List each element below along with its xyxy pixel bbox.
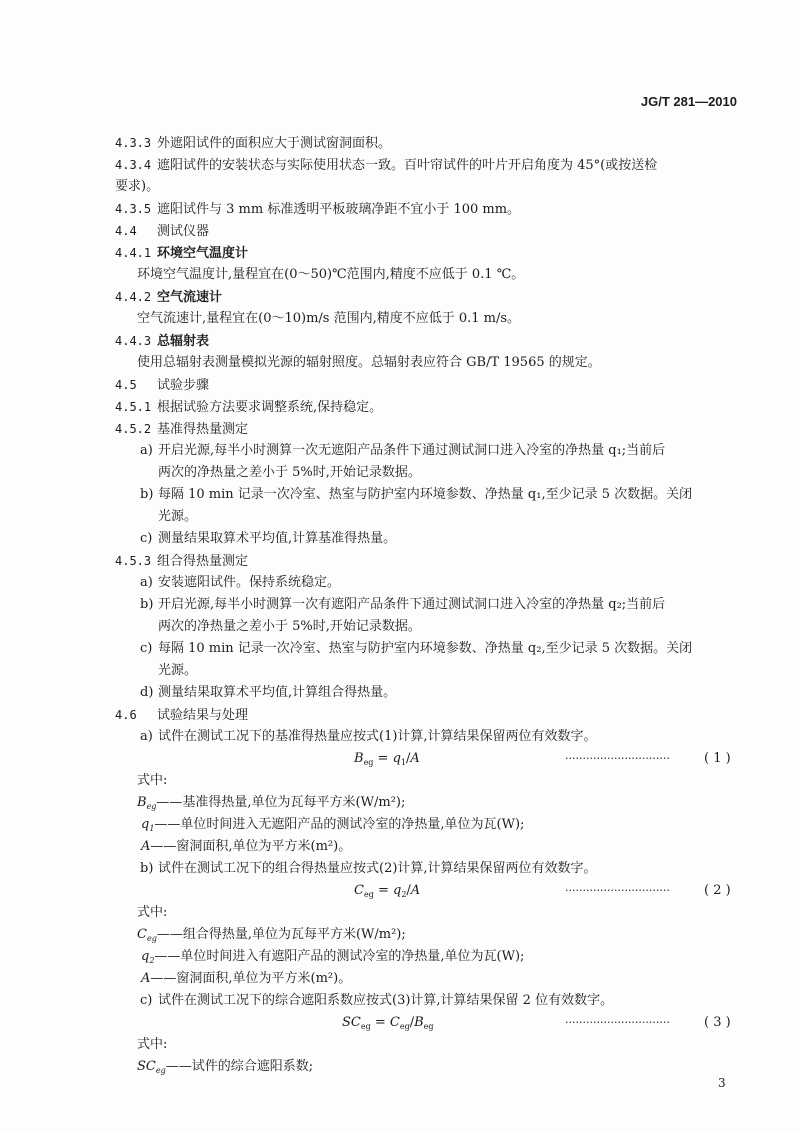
paragraph-line xyxy=(158,506,197,528)
section-heading xyxy=(115,132,391,154)
paragraph-line xyxy=(137,352,601,374)
formula-part: B xyxy=(414,1015,424,1030)
symbol-definition xyxy=(141,814,524,836)
formula-expression xyxy=(354,880,420,906)
paragraph-line xyxy=(140,572,340,594)
section-number: 4.4.2 xyxy=(115,290,152,304)
section-number: 4.5.3 xyxy=(115,554,152,568)
section-text: 基准得热量测定 xyxy=(157,422,249,437)
symbol-definition xyxy=(141,946,524,968)
section-number: 4.4 xyxy=(115,224,137,238)
paragraph-line xyxy=(140,484,692,506)
equation-number: ( 3 ) xyxy=(704,1015,731,1030)
item-text: 试件在测试工况下的组合得热量应按式(2)计算,计算结果保留两位有效数字。 xyxy=(158,861,597,876)
formula-part: eg xyxy=(363,890,374,899)
formula-part: A xyxy=(410,751,420,766)
symbol: B xyxy=(137,795,147,810)
section-heading xyxy=(115,198,520,220)
definition-text: ——窗洞面积,单位为平方米(m²)。 xyxy=(150,839,352,854)
paragraph-line xyxy=(137,902,167,924)
paragraph-line xyxy=(140,726,597,748)
formula-leader-dots: ······························ xyxy=(565,884,670,897)
symbol-subscript: 1 xyxy=(149,824,155,833)
symbol-subscript: eg xyxy=(146,934,157,943)
symbol: q xyxy=(141,949,150,964)
symbol-subscript: eg xyxy=(155,1066,166,1075)
formula-part: eg xyxy=(423,1022,434,1031)
item-label: b) xyxy=(140,487,154,502)
item-label: d) xyxy=(140,685,154,700)
paragraph-line xyxy=(140,528,396,550)
item-text: 测量结果取算术平均值,计算组合得热量。 xyxy=(158,685,397,700)
formula-expression xyxy=(342,1012,434,1038)
section-heading xyxy=(115,220,209,242)
symbol: A xyxy=(141,971,151,986)
symbol: A xyxy=(141,839,151,854)
section-number: 4.4.1 xyxy=(115,246,152,260)
symbol-subscript: 2 xyxy=(149,956,155,965)
section-text: 组合得热量测定 xyxy=(157,554,249,569)
section-text: 试验步骤 xyxy=(157,378,210,393)
item-label: a) xyxy=(140,729,153,744)
definition-text: ——组合得热量,单位为瓦每平方米(W/m²); xyxy=(156,927,406,942)
formula-part: A xyxy=(410,883,421,898)
paragraph-line xyxy=(140,440,665,462)
definition-text: ——单位时间进入有遮阳产品的测试冷室的净热量,单位为瓦(W); xyxy=(154,949,525,964)
formula-part: = xyxy=(370,1015,390,1030)
item-text: 开启光源,每半小时测算一次无遮阳产品条件下通过测试洞口进入冷室的净热量 q₁;当前后 xyxy=(158,443,666,458)
symbol-definition xyxy=(137,1056,313,1078)
formula-part: q xyxy=(392,883,402,898)
item-text: 每隔 10 min 记录一次冷室、热室与防护室内环境参数、净热量 q₂,至少记录 5 次数据。关闭 xyxy=(158,641,693,656)
paragraph-line xyxy=(158,616,421,638)
text: 两次的净热量之差小于 5%时,开始记录数据。 xyxy=(158,465,421,480)
formula-part: / xyxy=(406,883,411,898)
paragraph-line xyxy=(140,638,692,660)
standard-code-header: JG/T 281—2010 xyxy=(640,94,737,109)
paragraph-line xyxy=(137,308,520,330)
text: 光源。 xyxy=(158,663,198,678)
item-label: b) xyxy=(140,861,154,876)
section-text: 试验结果与处理 xyxy=(157,708,249,723)
page-number: 3 xyxy=(718,1076,726,1090)
definition-text: ——单位时间进入无遮阳产品的测试冷室的净热量,单位为瓦(W); xyxy=(154,817,525,832)
symbol-subscript: eg xyxy=(146,802,157,811)
section-text: 总辐射表 xyxy=(157,334,210,349)
section-heading xyxy=(115,242,248,264)
formula-leader-dots: ······························ xyxy=(565,752,670,765)
item-text: 开启光源,每半小时测算一次有遮阳产品条件下通过测试洞口进入冷室的净热量 q₂;当前后 xyxy=(158,597,666,612)
section-number: 4.5 xyxy=(115,378,137,392)
item-text: 试件在测试工况下的综合遮阳系数应按式(3)计算,计算结果保留 2 位有效数字。 xyxy=(158,993,614,1008)
section-heading xyxy=(115,154,657,176)
formula-part: C xyxy=(354,883,364,898)
section-number: 4.4.3 xyxy=(115,334,152,348)
section-number: 4.6 xyxy=(115,708,137,722)
definition-text: ——窗洞面积,单位为平方米(m²)。 xyxy=(150,971,352,986)
section-heading xyxy=(115,704,248,726)
symbol: q xyxy=(141,817,150,832)
text: 式中: xyxy=(137,905,168,920)
paragraph-line xyxy=(137,770,167,792)
formula-part: / xyxy=(409,1015,415,1030)
paragraph-line xyxy=(115,176,159,198)
section-heading xyxy=(115,286,222,308)
text: 环境空气温度计,量程宜在(0～50)℃范围内,精度不应低于 0.1 ℃。 xyxy=(137,267,525,282)
paragraph-line xyxy=(140,990,613,1012)
item-text: 安装遮阳试件。保持系统稳定。 xyxy=(158,575,341,590)
symbol-definition xyxy=(141,836,351,858)
formula-part: C xyxy=(389,1015,400,1030)
formula-part: 1 xyxy=(400,758,407,767)
section-text: 外遮阳试件的面积应大于测试窗洞面积。 xyxy=(157,136,392,151)
definition-text: ——基准得热量,单位为瓦每平方米(W/m²); xyxy=(156,795,406,810)
text: 式中: xyxy=(137,773,168,788)
formula xyxy=(0,1012,800,1034)
section-number: 4.3.5 xyxy=(115,202,152,216)
definition-text: ——试件的综合遮阳系数; xyxy=(165,1059,314,1074)
section-text: 测试仪器 xyxy=(157,224,210,239)
section-heading xyxy=(115,330,209,352)
item-label: a) xyxy=(140,443,153,458)
text: 空气流速计,量程宜在(0～10)m/s 范围内,精度不应低于 0.1 m/s。 xyxy=(137,311,521,326)
item-label: c) xyxy=(140,993,153,1008)
item-text: 每隔 10 min 记录一次冷室、热室与防护室内环境参数、净热量 q₁,至少记录 5 次数据。关闭 xyxy=(158,487,693,502)
symbol-definition xyxy=(137,924,406,946)
section-text: 根据试验方法要求调整系统,保持稳定。 xyxy=(157,400,383,415)
paragraph-line xyxy=(137,1034,167,1056)
item-label: b) xyxy=(140,597,154,612)
paragraph-line xyxy=(140,858,597,880)
formula xyxy=(0,748,800,770)
section-heading xyxy=(115,550,248,572)
section-number: 4.3.3 xyxy=(115,136,152,150)
formula xyxy=(0,880,800,902)
item-label: a) xyxy=(140,575,153,590)
formula-part: B xyxy=(354,751,364,766)
item-text: 试件在测试工况下的基准得热量应按式(1)计算,计算结果保留两位有效数字。 xyxy=(158,729,597,744)
formula-part: / xyxy=(406,751,411,766)
item-text: 测量结果取算术平均值,计算基准得热量。 xyxy=(158,531,397,546)
section-heading xyxy=(115,374,209,396)
section-heading xyxy=(115,396,382,418)
section-text: 遮阳试件的安装状态与实际使用状态一致。百叶帘试件的叶片开启角度为 45°(或按送检 xyxy=(157,158,658,173)
paragraph-line xyxy=(140,594,665,616)
section-number: 4.5.2 xyxy=(115,422,152,436)
item-label: c) xyxy=(140,531,153,546)
section-text: 空气流速计 xyxy=(157,290,223,305)
paragraph-line xyxy=(140,682,396,704)
paragraph-line xyxy=(158,660,197,682)
text: 式中: xyxy=(137,1037,168,1052)
formula-part: 2 xyxy=(401,890,407,899)
symbol: C xyxy=(137,927,147,942)
paragraph-line xyxy=(158,462,421,484)
symbol-definition xyxy=(141,968,351,990)
text: 使用总辐射表测量模拟光源的辐射照度。总辐射表应符合 GB/T 19565 的规定。 xyxy=(137,355,601,370)
section-text: 遮阳试件与 3 mm 标准透明平板玻璃净距不宜小于 100 mm。 xyxy=(157,202,521,217)
paragraph-line xyxy=(137,264,524,286)
equation-number: ( 1 ) xyxy=(704,751,731,766)
section-heading xyxy=(115,418,248,440)
text: 两次的净热量之差小于 5%时,开始记录数据。 xyxy=(158,619,421,634)
formula-part: eg xyxy=(363,758,374,767)
item-label: c) xyxy=(140,641,153,656)
text: 光源。 xyxy=(158,509,198,524)
section-number: 4.3.4 xyxy=(115,158,152,172)
formula-leader-dots: ······························ xyxy=(565,1016,670,1029)
formula-part: = xyxy=(373,751,393,766)
equation-number: ( 2 ) xyxy=(704,883,731,898)
symbol-definition xyxy=(137,792,405,814)
text: 要求)。 xyxy=(115,179,160,194)
section-text: 环境空气温度计 xyxy=(157,246,249,261)
formula-part: SC xyxy=(342,1015,361,1030)
formula-part: eg xyxy=(399,1022,410,1031)
symbol: SC xyxy=(137,1059,156,1074)
formula-part: q xyxy=(392,751,401,766)
formula-part: eg xyxy=(360,1022,371,1031)
formula-part: = xyxy=(373,883,393,898)
section-number: 4.5.1 xyxy=(115,400,152,414)
formula-expression xyxy=(354,748,420,774)
